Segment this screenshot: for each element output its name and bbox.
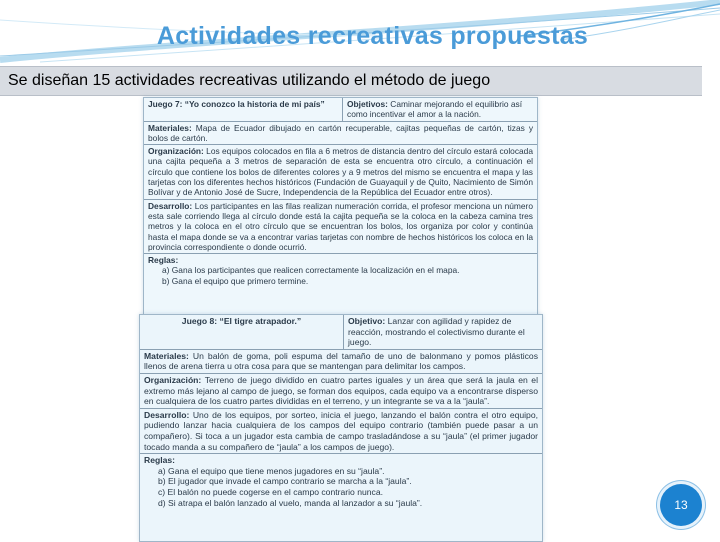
game8-materials-label: Materiales: [144,350,189,361]
subtitle-bar [0,66,702,96]
game7-header-row [144,98,537,122]
game7-organization-label: Organización: [148,146,204,157]
game7-name-label: Juego 7: [148,99,183,109]
game7-development-value: Los participantes en las filas realizan numeración corrida, el profesor menciona un número esta sale corriendo llega al círculo donde está la cajita pequeña se la coloca en la cabeza camina tres metros y la coloca en el otro círculo que se encuentran los bolos, los organiza por color y continúa hasta el mapa donde se va a encontrar varias tarjetas con nombre de hechos históricos los coloca en la provincia correspondiente o donde ocurrió. [148,200,534,252]
game8-name-cell [140,315,344,349]
game7-objective-cell [343,98,537,121]
game8-organization-label: Organización: [144,374,202,385]
game7-objective-label: Objetivos: [347,99,388,109]
game8-development-row [140,409,542,454]
game8-rule-item: d) Si atrapa el balón lanzado al vuelo, manda al lanzador a su “jaula”. [158,497,423,508]
game8-organization-value: Terreno de juego dividido en cuatro partes iguales y un área que será la jaula en el extremo más lejano al campo de juego, se forman dos equipos, cada equipo va a encontrarse disperso en cualquiera de los cuatro partes divididas en el terreno, y un integrante se va a la “jaula”. [144,374,538,407]
game7-development-label: Desarrollo: [148,200,193,211]
game7-materials-row [144,122,537,146]
game7-rules-label: Reglas: [148,255,179,266]
game7-objective-value: Caminar mejorando el equilibrio así como incentivar el amor a la nación. [347,99,523,120]
game8-rule-item: a) Gana el equipo que tiene menos jugadores en su “jaula”. [158,465,385,476]
game7-name-cell [144,98,343,121]
game7-materials-value: Mapa de Ecuador dibujado en cartón recuperable, cajitas pequeñas de cartón, tizas y bolos de cartón. [148,122,534,143]
game8-materials-value: Un balón de goma, poli espuma del tamaño de uno de balonmano y pomos plásticos llenos de arena tierra u otra cosa para que se mantengan para delimitar los campos. [144,350,538,372]
game7-development-row [144,200,537,254]
game7-rule-item: b) Gana el equipo que primero termine. [162,275,309,286]
game8-rules-label: Reglas: [144,455,176,466]
game8-development-label: Desarrollo: [144,409,190,420]
game7-materials-label: Materiales: [148,122,192,133]
game7-rule-item: a) Gana los participantes que realicen correctamente la localización en el mapa. [162,265,460,276]
game8-name-label: Juego 8: [181,316,218,326]
game8-development-value: Uno de los equipos, por sorteo, inicia el juego, lanzando el balón contra el otro equipo, pudiendo lanzar hacia cualquiera de los campos del equipo contrario (también puede pasar a un compañero). Si toca a un jugador esta cambia de campo trasladándose a su “jaula” (el primer jugador tocado manda a su compañero de “jaula” a los campos de juego). [144,409,539,452]
game8-objective-label: Objetivo: [348,316,386,326]
game8-scanned-table [139,314,543,542]
game8-organization-row [140,374,542,409]
slide-title: Actividades recreativas propuestas [156,22,589,50]
game8-objective-value: Lanzar con agilidad y rapidez de reacción, mostrando el colectivismo durante el juego. [348,316,525,348]
slide-subtitle: Se diseñan 15 actividades recreativas utilizando el método de juego [8,72,491,89]
game8-header-row [140,315,542,350]
game7-organization-value: Los equipos colocados en fila a 6 metros de distancia dentro del círculo estará colocada una cajita pequeña a 3 metros de separación de esta se encuentra otro círculo, a continuación el círculo que contiene los bolos de diferentes colores y a 9 metros del mismo se encuentra el mapa y las tarjetas con los diferentes hechos históricos (Fundación de Guayaquil y de Quito, Nacimiento de Simón Bolívar y de Antonio José de Sucre, Independencia de la República del Ecuador entre otros). [148,146,533,198]
game7-organization-row [144,145,537,199]
page-number-badge: 13 [660,484,702,526]
game7-rules-row [144,254,537,287]
game8-name-value: “El tigre atrapador.” [219,316,302,326]
game8-rule-item: c) El balón no puede cogerse en el campo contrario nunca. [158,486,384,497]
game7-scanned-table [143,97,538,318]
game8-objective-cell [344,315,542,349]
game8-rule-item: b) El jugador que invade el campo contrario se marcha a la “jaula”. [158,476,412,487]
game7-name-value: “Yo conozco la historia de mi país” [184,99,325,109]
game8-rules-row [140,454,542,509]
game8-materials-row [140,350,542,374]
